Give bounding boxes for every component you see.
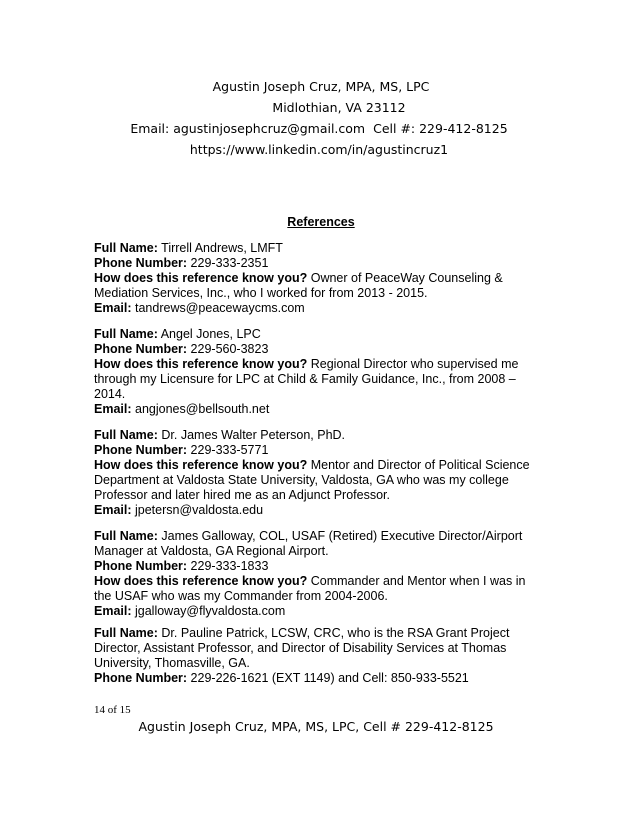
full-name-value: Tirrell Andrews, LMFT: [161, 241, 283, 255]
full-name-label: Full Name:: [94, 626, 158, 640]
header-linkedin-link[interactable]: https://www.linkedin.com/in/agustincruz1: [189, 142, 449, 157]
references-heading: References: [287, 215, 355, 229]
full-name-value: Dr. James Walter Peterson, PhD.: [161, 428, 346, 442]
phone-label: Phone Number:: [94, 342, 188, 356]
full-name-label: Full Name:: [94, 327, 158, 341]
how-know-row: [94, 357, 544, 402]
how-know-value: Owner of PeaceWay Counseling & Mediation Services, Inc., who I worked for from 2013 - 2015.: [94, 271, 503, 300]
phone-value: 229-560-3823: [190, 342, 269, 356]
resume-header: [0, 76, 638, 160]
phone-label: Phone Number:: [94, 443, 188, 457]
phone-value: 229-226-1621 (EXT 1149) and Cell: 850-933-5521: [190, 671, 469, 685]
reference-entry-2: [94, 327, 544, 417]
email-label: Email:: [94, 402, 132, 416]
full-name-row: [94, 626, 544, 671]
email-row: [94, 402, 544, 417]
how-know-label: How does this reference know you?: [94, 271, 308, 285]
header-cell: Cell #: 229-412-8125: [373, 121, 508, 136]
how-know-value: Commander and Mentor when I was in the USAF who was my Commander from 2004-2006.: [94, 574, 526, 603]
phone-row: [94, 559, 544, 574]
how-know-label: How does this reference know you?: [94, 574, 308, 588]
email-label: Email:: [94, 503, 132, 517]
how-know-value: Regional Director who supervised me through my Licensure for LPC at Child & Family Guidance, Inc., from 2008 – 2014.: [94, 357, 519, 401]
email-row: [94, 301, 544, 316]
full-name-value: James Galloway, COL, USAF (Retired) Executive Director/Airport Manager at Valdosta, GA Regional Airport.: [94, 529, 523, 558]
phone-row: [94, 671, 544, 686]
phone-label: Phone Number:: [94, 256, 188, 270]
how-know-row: [94, 574, 544, 604]
full-name-label: Full Name:: [94, 529, 158, 543]
header-contact: [0, 118, 638, 139]
full-name-row: [94, 428, 544, 443]
header-address: Midlothian, VA 23112: [272, 100, 406, 115]
reference-entry-5: [94, 626, 544, 686]
phone-label: Phone Number:: [94, 559, 188, 573]
email-value[interactable]: jgalloway@flyvaldosta.com: [135, 604, 286, 618]
page-footer: Agustin Joseph Cruz, MPA, MS, LPC, Cell # 229-412-8125: [138, 719, 494, 734]
reference-entry-4: [94, 529, 544, 619]
how-know-row: [94, 271, 544, 301]
how-know-value: Mentor and Director of Political Science Department at Valdosta State University, Valdosta, GA who was my college Professor and later hired me as an Adjunct Professor.: [94, 458, 530, 502]
full-name-row: [94, 241, 544, 256]
email-label: Email:: [94, 604, 132, 618]
how-know-row: [94, 458, 544, 503]
email-value[interactable]: angjones@bellsouth.net: [135, 402, 270, 416]
phone-value: 229-333-1833: [190, 559, 269, 573]
phone-row: [94, 443, 544, 458]
full-name-value: Dr. Pauline Patrick, LCSW, CRC, who is the RSA Grant Project Director, Assistant Professor, and Director of Disability Services at Thomas University, Thomasville, GA.: [94, 626, 510, 670]
full-name-row: [94, 327, 544, 342]
email-label: Email:: [94, 301, 132, 315]
email-value[interactable]: jpetersn@valdosta.edu: [135, 503, 264, 517]
how-know-label: How does this reference know you?: [94, 357, 308, 371]
phone-value: 229-333-5771: [190, 443, 269, 457]
reference-entry-1: [94, 241, 544, 316]
phone-row: [94, 256, 544, 271]
full-name-label: Full Name:: [94, 241, 158, 255]
phone-label: Phone Number:: [94, 671, 188, 685]
email-row: [94, 604, 544, 619]
header-name: Agustin Joseph Cruz, MPA, MS, LPC: [212, 79, 430, 94]
full-name-row: [94, 529, 544, 559]
reference-entry-3: [94, 428, 544, 518]
email-value[interactable]: tandrews@peacewaycms.com: [135, 301, 305, 315]
full-name-label: Full Name:: [94, 428, 158, 442]
full-name-value: Angel Jones, LPC: [160, 327, 261, 341]
header-email[interactable]: Email: agustinjosephcruz@gmail.com: [130, 121, 366, 136]
page-number: 14 of 15: [94, 704, 131, 716]
phone-value: 229-333-2351: [190, 256, 269, 270]
how-know-label: How does this reference know you?: [94, 458, 308, 472]
email-row: [94, 503, 544, 518]
phone-row: [94, 342, 544, 357]
